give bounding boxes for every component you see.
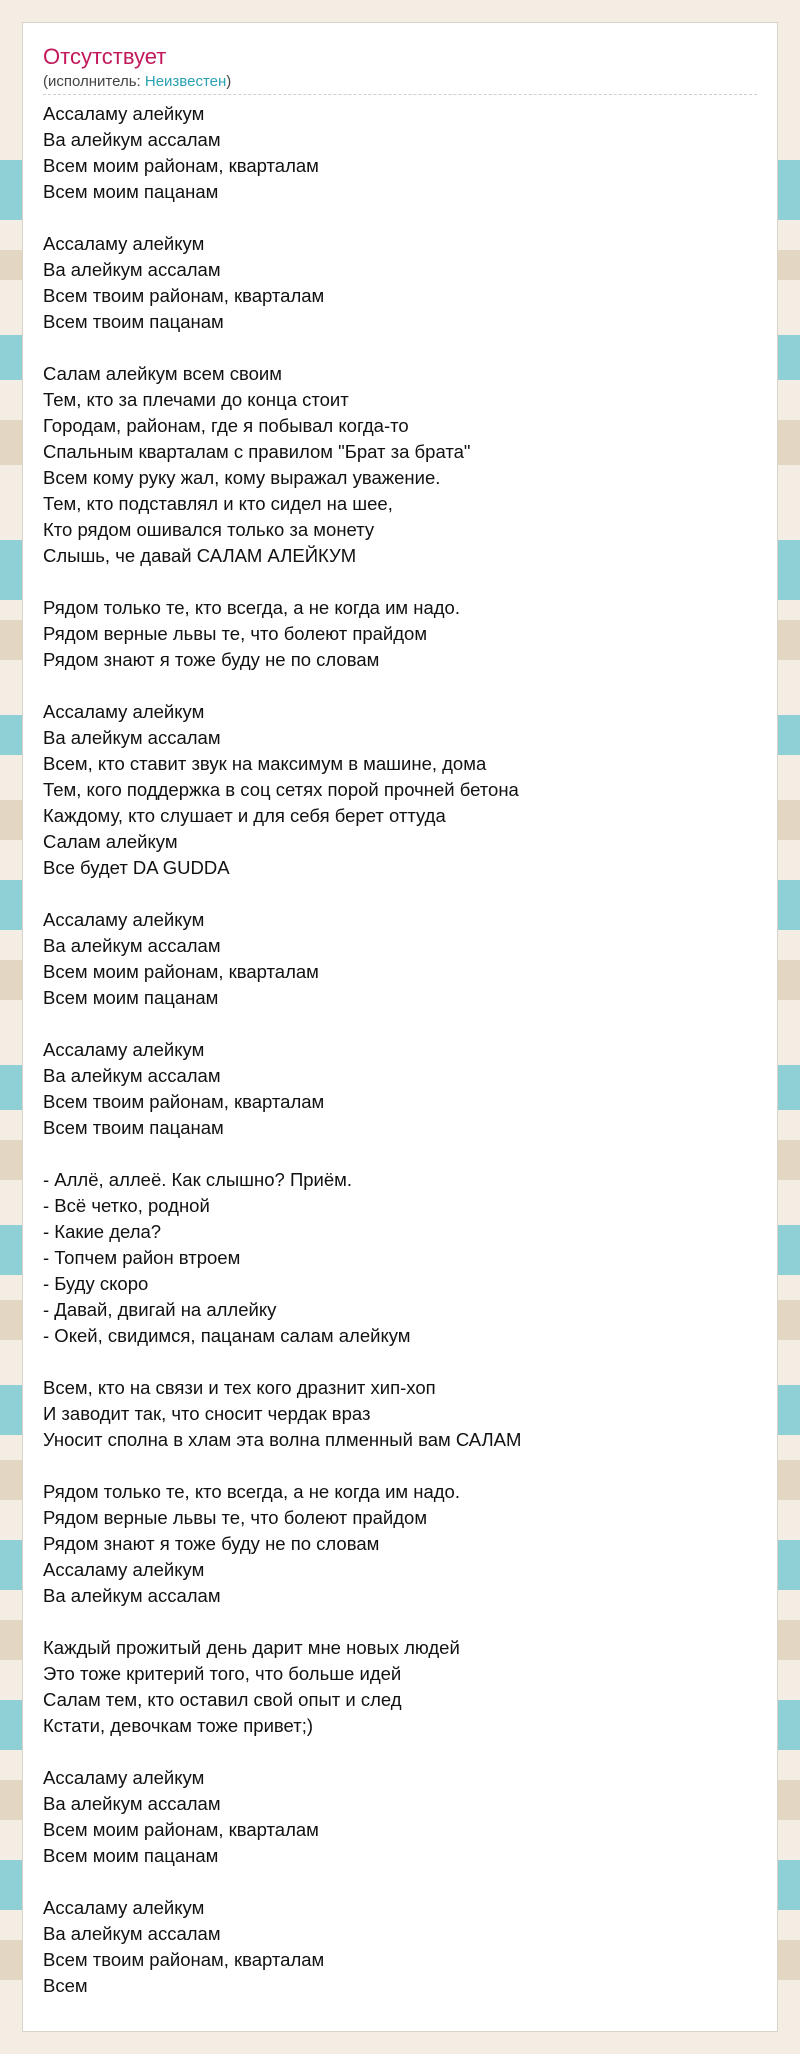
- lyric-line: Всем твоим районам, кварталам: [43, 1091, 325, 1112]
- lyric-line: Ассаламу алейкум: [43, 1897, 205, 1918]
- lyric-line: Ва алейкум ассалам: [43, 129, 221, 150]
- lyric-line: Всем моим районам, кварталам: [43, 1819, 319, 1840]
- lyric-line: Ассаламу алейкум: [43, 1039, 205, 1060]
- lyric-line: Рядом только те, кто всегда, а не когда им надо.: [43, 1481, 460, 1502]
- lyric-line: Это тоже критерий того, что больше идей: [43, 1663, 402, 1684]
- lyric-line: Всем твоим районам, кварталам: [43, 285, 325, 306]
- lyric-line: Всем: [43, 1975, 88, 1996]
- lyric-line: - Буду скоро: [43, 1273, 149, 1294]
- lyric-line: Городам, районам, где я побывал когда-то: [43, 415, 409, 436]
- lyric-line: - Аллё, аллеё. Как слышно? Приём.: [43, 1169, 353, 1190]
- stanza-break: [43, 1141, 743, 1167]
- lyric-line: Ассаламу алейкум: [43, 103, 205, 124]
- lyric-line: Ва алейкум ассалам: [43, 1585, 221, 1606]
- lyric-line: Ассаламу алейкум: [43, 233, 205, 254]
- lyrics-card: [22, 22, 778, 2032]
- lyric-line: Салам алейкум всем своим: [43, 363, 282, 384]
- lyric-line: Тем, кого поддержка в соц сетях порой прочней бетона: [43, 779, 519, 800]
- lyric-line: Всем кому руку жал, кому выражал уважение.: [43, 467, 441, 488]
- stanza-break: [43, 1349, 743, 1375]
- lyric-line: Ва алейкум ассалам: [43, 1923, 221, 1944]
- lyric-line: Всем моим районам, кварталам: [43, 155, 319, 176]
- lyric-line: Рядом знают я тоже буду не по словам: [43, 649, 380, 670]
- artist-link[interactable]: Неизвестен: [144, 73, 227, 90]
- stanza-break: [43, 881, 743, 907]
- lyric-line: Уносит сполна в хлам эта волна плменный вам САЛАМ: [43, 1429, 522, 1450]
- lyric-line: Ва алейкум ассалам: [43, 1065, 221, 1086]
- lyric-line: - Топчем район втроем: [43, 1247, 241, 1268]
- lyric-line: Всем твоим районам, кварталам: [43, 1949, 325, 1970]
- lyric-line: - Всё четко, родной: [43, 1195, 210, 1216]
- lyric-line: Каждому, кто слушает и для себя берет оттуда: [43, 805, 446, 826]
- stanza-break: [43, 1609, 743, 1635]
- lyric-line: Рядом знают я тоже буду не по словам: [43, 1533, 380, 1554]
- lyric-line: Ассаламу алейкум: [43, 701, 205, 722]
- lyric-line: Тем, кто подставлял и кто сидел на шее,: [43, 493, 393, 514]
- lyric-line: Каждый прожитый день дарит мне новых людей: [43, 1637, 460, 1658]
- lyric-line: Рядом верные львы те, что болеют прайдом: [43, 623, 428, 644]
- lyric-line: Ва алейкум ассалам: [43, 727, 221, 748]
- stanza-break: [43, 1453, 743, 1479]
- stanza-break: [43, 1739, 743, 1765]
- lyric-line: - Какие дела?: [43, 1221, 162, 1242]
- lyric-line: Салам алейкум: [43, 831, 178, 852]
- lyric-line: - Давай, двигай на аллейку: [43, 1299, 277, 1320]
- stanza-break: [43, 335, 743, 361]
- artist-prefix: (исполнитель:: [43, 73, 145, 90]
- lyric-line: Кто рядом ошивался только за монету: [43, 519, 375, 540]
- lyric-line: Ассаламу алейкум: [43, 1559, 205, 1580]
- lyrics-text: [43, 101, 743, 1999]
- song-title[interactable]: Отсутствует: [43, 44, 167, 69]
- stanza-break: [43, 1869, 743, 1895]
- lyric-line: Все будет DA GUDDA: [43, 857, 230, 878]
- header-divider: [43, 94, 757, 95]
- lyric-line: Ва алейкум ассалам: [43, 1793, 221, 1814]
- lyric-line: Всем, кто ставит звук на максимум в машине, дома: [43, 753, 487, 774]
- lyric-line: Спальным кварталам с правилом "Брат за брата": [43, 441, 471, 462]
- lyric-line: Всем моим пацанам: [43, 181, 219, 202]
- lyric-line: Салам тем, кто оставил свой опыт и след: [43, 1689, 402, 1710]
- artist-suffix: ): [226, 73, 232, 90]
- lyric-line: Всем моим районам, кварталам: [43, 961, 319, 982]
- lyric-line: Ва алейкум ассалам: [43, 935, 221, 956]
- lyric-line: - Окей, свидимся, пацанам салам алейкум: [43, 1325, 411, 1346]
- stanza-break: [43, 1011, 743, 1037]
- lyric-line: Всем моим пацанам: [43, 1845, 219, 1866]
- lyric-line: Всем твоим пацанам: [43, 1117, 224, 1138]
- lyric-line: Всем твоим пацанам: [43, 311, 224, 332]
- lyric-line: Рядом верные львы те, что болеют прайдом: [43, 1507, 428, 1528]
- artist-line: [43, 73, 231, 90]
- lyric-line: Всем, кто на связи и тех кого дразнит хип-хоп: [43, 1377, 436, 1398]
- lyric-line: Тем, кто за плечами до конца стоит: [43, 389, 349, 410]
- stanza-break: [43, 569, 743, 595]
- lyric-line: Кстати, девочкам тоже привет;): [43, 1715, 313, 1736]
- lyric-line: И заводит так, что сносит чердак враз: [43, 1403, 371, 1424]
- lyric-line: Ассаламу алейкум: [43, 909, 205, 930]
- lyric-line: Всем моим пацанам: [43, 987, 219, 1008]
- lyric-line: Ва алейкум ассалам: [43, 259, 221, 280]
- stanza-break: [43, 673, 743, 699]
- lyric-line: Слышь, че давай САЛАМ АЛЕЙКУМ: [43, 545, 357, 566]
- lyric-line: Рядом только те, кто всегда, а не когда им надо.: [43, 597, 460, 618]
- stanza-break: [43, 205, 743, 231]
- lyric-line: Ассаламу алейкум: [43, 1767, 205, 1788]
